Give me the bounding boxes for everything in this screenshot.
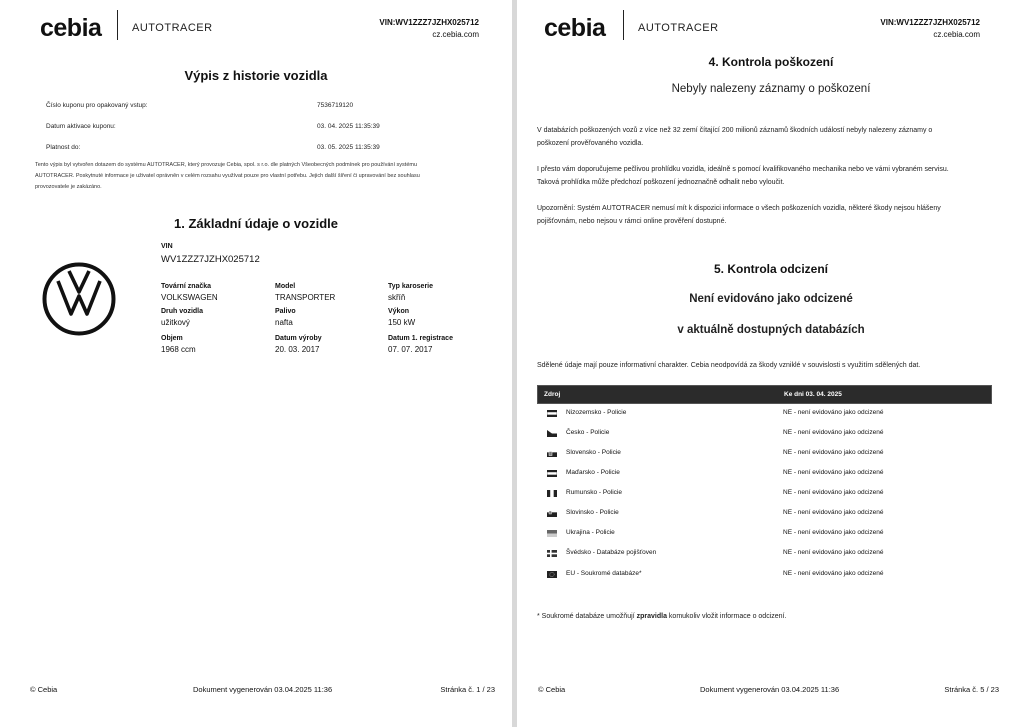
power-value: 150 kW — [388, 318, 416, 327]
fuel-value: nafta — [275, 318, 293, 327]
coupon-number-label: Číslo kuponu pro opakovaný vstup: — [46, 102, 148, 109]
footnote-text-a: * Soukromé databáze umožňují — [537, 613, 637, 620]
netherlands-flag-icon — [547, 410, 557, 417]
sweden-flag-icon — [547, 550, 557, 557]
activation-date-label: Datum aktivace kuponu: — [46, 123, 116, 130]
report-page-5 — [517, 0, 1025, 727]
section-1-title: 1. Základní údaje o vozidle — [174, 216, 338, 231]
czechia-flag-icon — [547, 430, 557, 437]
table-row — [537, 428, 992, 442]
header-divider — [117, 10, 118, 40]
cebia-logo: cebia — [544, 14, 606, 42]
eu-flag-icon — [547, 571, 557, 578]
source-name: Švédsko - Databáze pojišťoven — [566, 549, 657, 556]
footer-generated: Dokument vygenerován 03.04.2025 11:36 — [700, 685, 840, 694]
damage-paragraph-1b: poškození prověřovaného vozidla. — [537, 140, 644, 147]
first-registration-value: 07. 07. 2017 — [388, 345, 433, 354]
source-name: Nizozemsko - Policie — [566, 409, 627, 416]
page-title: Výpis z historie vozidla — [184, 68, 328, 83]
source-name: Česko - Policie — [566, 429, 610, 436]
table-row — [537, 408, 992, 422]
damage-paragraph-1a: V databázích poškozených vozů z více než 32 zemí čítající 200 milionů záznamů škodních událostí nebyly nalezeny záznamy o — [537, 127, 933, 134]
valid-until-value: 03. 05. 2025 11:35:39 — [317, 144, 380, 151]
make-label: Tovární značka — [161, 283, 212, 290]
theft-status: NE - není evidováno jako odcizené — [783, 529, 884, 536]
table-row — [537, 448, 992, 462]
model-value: TRANSPORTER — [275, 293, 336, 302]
theft-status: NE - není evidováno jako odcizené — [783, 489, 884, 496]
ukraine-flag-icon — [547, 530, 557, 537]
damage-paragraph-3a: Upozornění: Systém AUTOTRACER nemusí mít k dispozici informace o všech poškozeních vozidla, některé škody nejsou hlášeny — [537, 205, 941, 212]
theft-status: NE - není evidováno jako odcizené — [783, 449, 884, 456]
section-5-title: 5. Kontrola odcizení — [713, 262, 828, 276]
source-name: Slovinsko - Policie — [566, 509, 619, 516]
theft-status: NE - není evidováno jako odcizené — [783, 570, 884, 577]
source-name: Rumunsko - Policie — [566, 489, 622, 496]
coupon-number-value: 7536719120 — [317, 102, 354, 109]
engine-volume-value: 1968 ccm — [161, 345, 196, 354]
valid-until-label: Platnost do: — [46, 144, 81, 151]
footer-generated: Dokument vygenerován 03.04.2025 11:36 — [193, 685, 333, 694]
power-label: Výkon — [388, 308, 410, 315]
theft-status: NE - není evidováno jako odcizené — [783, 409, 884, 416]
body-type-value: skříň — [388, 293, 406, 302]
fuel-label: Palivo — [275, 308, 296, 315]
volkswagen-logo — [42, 262, 116, 336]
source-name: Maďarsko - Policie — [566, 469, 620, 476]
damage-paragraph-2a: I přesto vám doporučujeme pečlivou prohlídku vozidla, ideálně s pomocí kvalifikovaného mechanika nebo ve vámi vybraném servisu. — [537, 166, 949, 173]
header-website: cz.cebia.com — [933, 30, 980, 39]
table-row — [537, 548, 992, 562]
header-divider — [623, 10, 624, 40]
make-value: VOLKSWAGEN — [161, 293, 218, 302]
source-name: EU - Soukromé databáze* — [566, 570, 642, 577]
hungary-flag-icon — [547, 470, 557, 477]
slovakia-flag-icon — [547, 450, 557, 457]
theft-result-2: v aktuálně dostupných databázích — [677, 324, 865, 336]
footer-copyright: © Cebia — [538, 685, 566, 694]
slovenia-flag-icon — [547, 510, 557, 517]
info-note: Sdělené údaje mají pouze informativní charakter. Cebia neodpovídá za škody vzniklé v souvislosti s využitím sdělených dat. — [537, 362, 921, 369]
theft-status: NE - není evidováno jako odcizené — [783, 429, 884, 436]
column-source: Zdroj — [544, 391, 561, 398]
section-4-title: 4. Kontrola poškození — [708, 55, 834, 69]
theft-result-1: Není evidováno jako odcizené — [689, 293, 853, 305]
footnote-emphasis: zpravidla — [636, 613, 667, 620]
header-vin: VIN:WV1ZZZ7JZHX025712 — [880, 18, 980, 27]
column-date: Ke dni 03. 04. 2025 — [784, 391, 842, 398]
header-website: cz.cebia.com — [432, 30, 479, 39]
footnote — [537, 610, 992, 623]
disclaimer-line-3: provozovatele je zakázáno. — [35, 184, 102, 190]
production-date-label: Datum výroby — [275, 335, 322, 342]
theft-status: NE - není evidováno jako odcizené — [783, 549, 884, 556]
app-name: AUTOTRACER — [132, 22, 213, 34]
disclaimer-line-1: Tento výpis byl vytvořen dotazem do systému AUTOTRACER, který provozuje Cebia, spol. s r.o. dle platných Všeobecných podmínek pro používání systému — [35, 162, 418, 168]
vehicle-kind-value: užitkový — [161, 318, 190, 327]
table-row — [537, 528, 992, 542]
damage-result: Nebyly nalezeny záznamy o poškození — [671, 83, 871, 95]
header-vin: VIN:WV1ZZZ7JZHX025712 — [379, 18, 479, 27]
damage-paragraph-3b: pojišťovnám, nebo nejsou v rámci online prověření dostupné. — [537, 218, 727, 225]
theft-status: NE - není evidováno jako odcizené — [783, 469, 884, 476]
table-row — [537, 488, 992, 502]
footer-page-number: Stránka č. 1 / 23 — [440, 685, 495, 694]
report-page-1 — [0, 0, 512, 727]
damage-paragraph-2b: Taková prohlídka může předchozí poškození jednoznačně odhalit nebo vyloučit. — [537, 179, 785, 186]
table-row — [537, 508, 992, 522]
body-type-label: Typ karoserie — [388, 283, 434, 290]
source-name: Ukrajina - Policie — [566, 529, 615, 536]
first-registration-label: Datum 1. registrace — [388, 335, 453, 342]
engine-volume-label: Objem — [161, 335, 183, 342]
cebia-logo: cebia — [40, 14, 102, 42]
romania-flag-icon — [547, 490, 557, 497]
theft-table-header — [537, 385, 992, 404]
disclaimer-line-2: AUTOTRACER. Poskytnuté informace je uživatel oprávněn v celém rozsahu využívat pouze pro vlastní potřebu. Jejich další šíření či upravování bez souhlasu — [35, 173, 420, 179]
app-name: AUTOTRACER — [638, 22, 719, 34]
production-date-value: 20. 03. 2017 — [275, 345, 320, 354]
vin-value: WV1ZZZ7JZHX025712 — [161, 254, 260, 265]
table-row — [537, 569, 992, 583]
footnote-text-c: komukoliv vložit informace o odcizení. — [666, 613, 787, 620]
vin-label: VIN — [161, 243, 173, 250]
activation-date-value: 03. 04. 2025 11:35:39 — [317, 123, 380, 130]
footer-page-number: Stránka č. 5 / 23 — [944, 685, 999, 694]
theft-status: NE - není evidováno jako odcizené — [783, 509, 884, 516]
vehicle-kind-label: Druh vozidla — [161, 308, 204, 315]
table-row — [537, 468, 992, 482]
source-name: Slovensko - Policie — [566, 449, 621, 456]
model-label: Model — [275, 283, 296, 290]
footer-copyright: © Cebia — [30, 685, 58, 694]
